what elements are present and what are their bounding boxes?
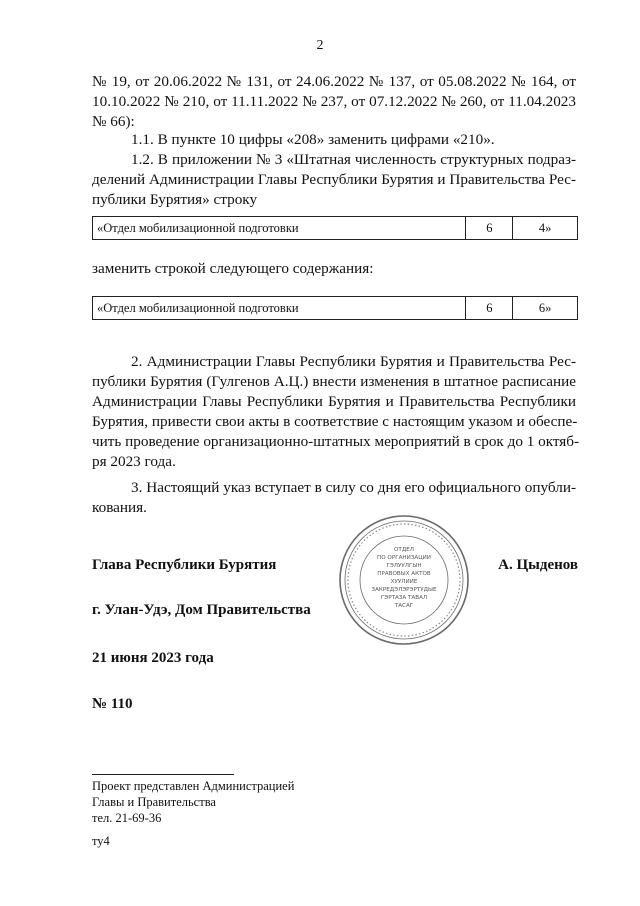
text-line: Администрации Главы Республики Бурятия и Правительства Республики (92, 393, 576, 410)
table-cell-col2: 6 (466, 217, 513, 240)
seal-line: ТАСАГ (394, 603, 414, 609)
signer-position: Глава Республики Бурятия (92, 557, 277, 573)
replace-text: заменить строкой следующего содержания: (92, 260, 374, 277)
seal-text (372, 547, 437, 609)
text-line: 1.2. В приложении № 3 «Штатная численность структурных подраз- (131, 151, 576, 168)
seal-line: ГЭРТАЗА ТАВАЛ (380, 595, 428, 601)
signing-place: г. Улан-Удэ, Дом Правительства (92, 602, 311, 618)
signing-date: 21 июня 2023 года (92, 650, 214, 666)
text-line: 2. Администрации Главы Республики Бурятия и Правительства Рес- (131, 353, 576, 370)
text-line: № 19, от 20.06.2022 № 131, от 24.06.2022 № 137, от 05.08.2022 № 164, от (92, 73, 576, 90)
seal-line: ХУУЛИИЕ (390, 579, 418, 585)
text-line: публики Бурятия (Гулгенов А.Ц.) внести изменения в штатное расписание (92, 373, 576, 390)
text-line: чить проведение организационно-штатных мероприятий в срок до 1 октяб- (92, 433, 580, 450)
decree-number: № 110 (92, 696, 133, 712)
page-number: 2 (316, 38, 324, 53)
table-cell-col3: 4» (513, 217, 578, 240)
text-line: 1.1. В пункте 10 цифры «208» заменить цифрами «210». (131, 131, 495, 148)
footnote-code: ту4 (92, 834, 110, 848)
table-cell-col2: 6 (466, 297, 513, 320)
text-line: 3. Настоящий указ вступает в силу со дня его официального опубли- (131, 479, 576, 496)
footnote-divider (92, 774, 234, 775)
footnote-line: Главы и Правительства (92, 795, 216, 809)
seal-line: ПРАВОВЫХ АКТОВ (377, 571, 431, 577)
footnote-line: тел. 21-69-36 (92, 811, 162, 825)
table-cell-name: «Отдел мобилизационной подготовки (93, 217, 466, 240)
intro-paragraph (92, 72, 576, 132)
seal-line: ПО ОРГАНИЗАЦИИ (377, 555, 431, 561)
table-cell-name: «Отдел мобилизационной подготовки (93, 297, 466, 320)
item-2 (92, 352, 580, 472)
text-line: публики Бурятия» строку (92, 191, 258, 208)
signer-name: А. Цыденов (498, 557, 578, 573)
table-new-row (92, 296, 578, 320)
table-old-row (92, 216, 578, 240)
item-1-1 (92, 130, 576, 150)
seal-line: ОТДЕЛ (394, 547, 414, 553)
text-line: ря 2023 года. (92, 453, 176, 470)
text-line: Бурятия, привести свои акты в соответствие с настоящим указом и обеспе- (92, 413, 578, 430)
table-cell-col3: 6» (513, 297, 578, 320)
official-seal (338, 514, 470, 646)
text-line: 10.10.2022 № 210, от 11.11.2022 № 237, от 07.12.2022 № 260, от 11.04.2023 (92, 93, 576, 110)
item-3 (92, 478, 576, 518)
seal-line: ГЭЛУУЛГЫН (386, 563, 422, 569)
table-row (93, 297, 578, 320)
seal-line: ЗАКРЕДЭЛЭРЭРТУДЫЕ (371, 587, 437, 593)
footnote-line: Проект представлен Администрацией (92, 779, 295, 793)
text-line: кования. (92, 499, 147, 516)
text-line: делений Администрации Главы Республики Бурятия и Правительства Рес- (92, 171, 576, 188)
text-line: № 66): (92, 113, 135, 130)
table-row (93, 217, 578, 240)
item-1-2 (92, 150, 576, 210)
